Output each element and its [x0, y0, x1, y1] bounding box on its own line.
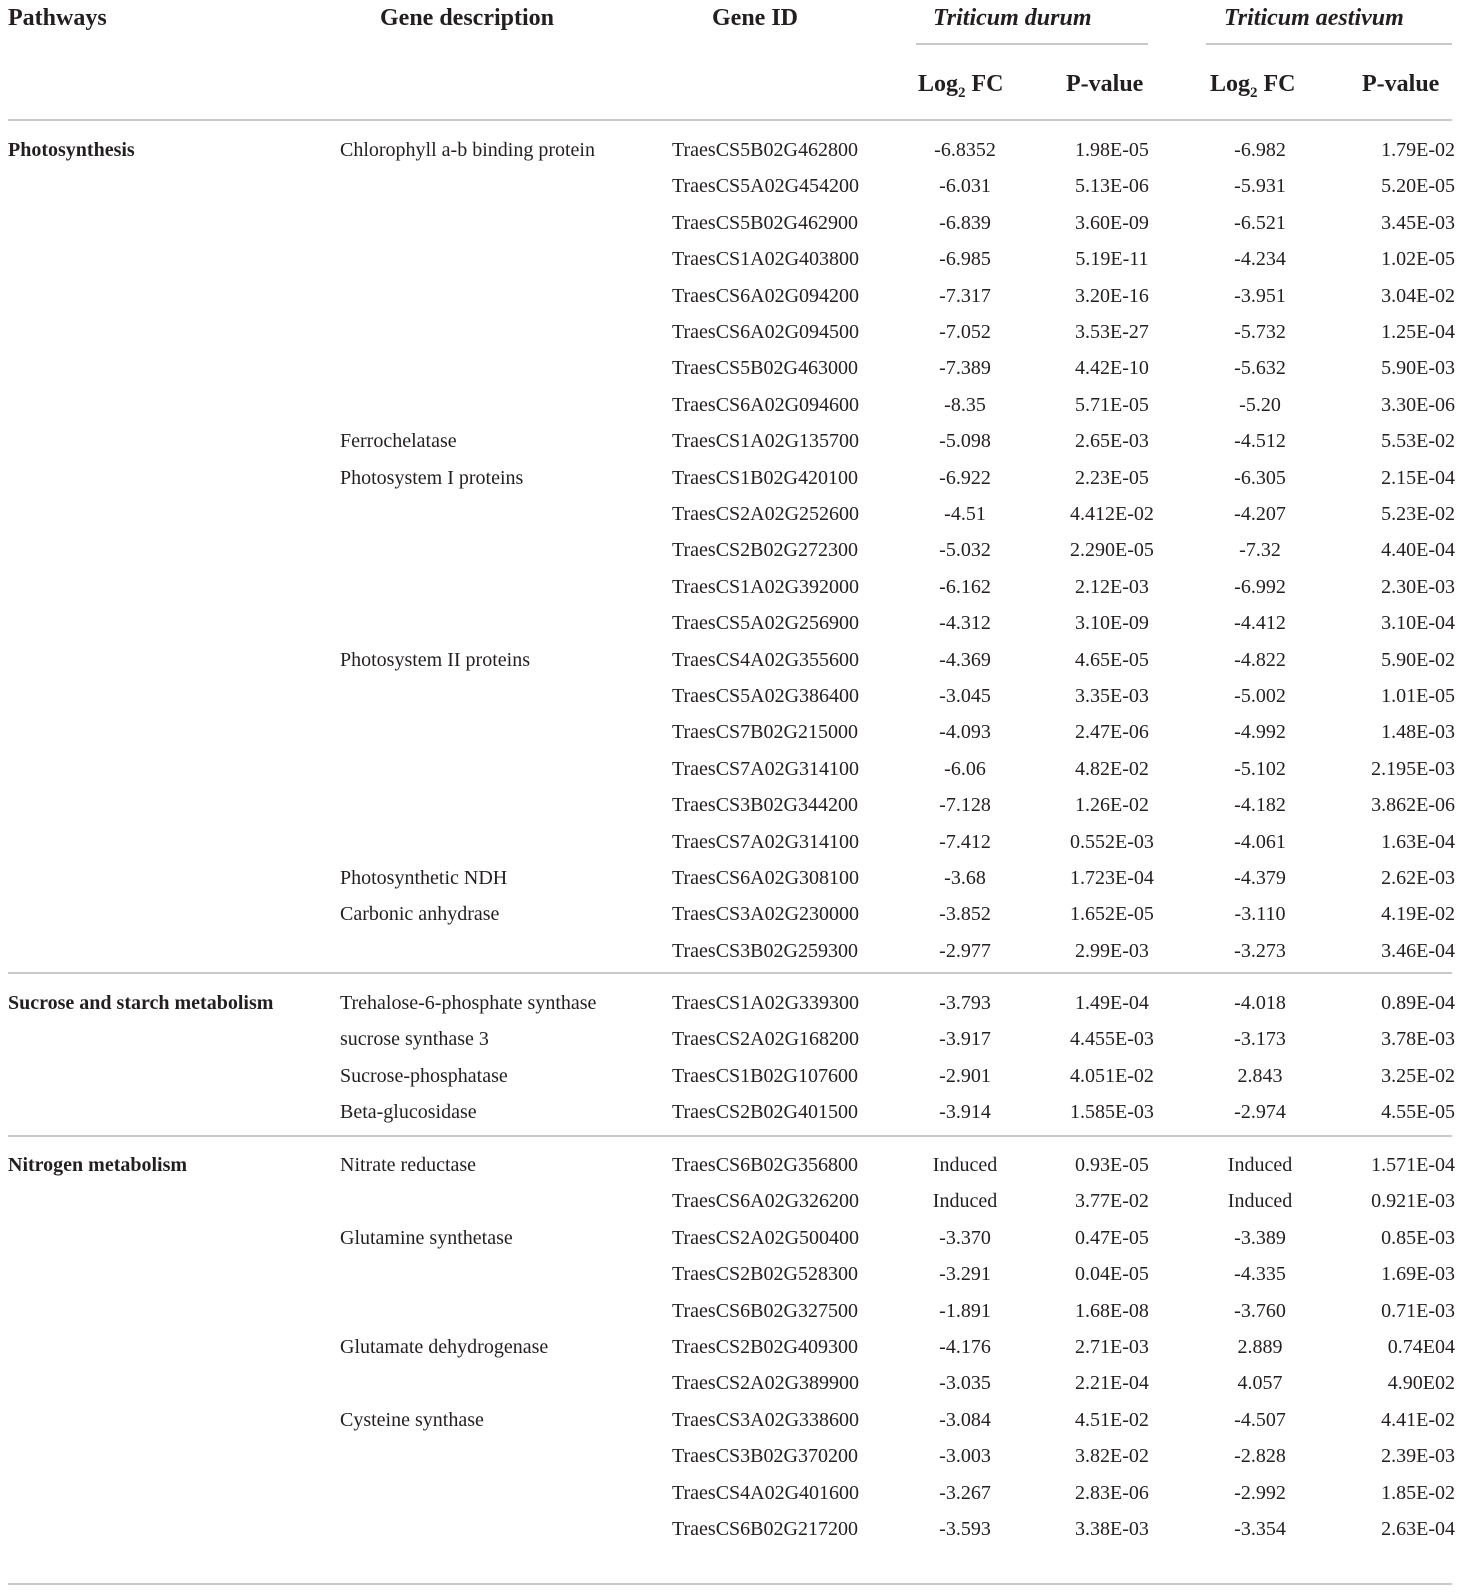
table-row — [0, 241, 1460, 277]
aestivum-pvalue-cell: 4.19E-02 — [1381, 903, 1455, 926]
gene-id-cell: TraesCS3A02G230000 — [672, 903, 860, 926]
aestivum-log2fc-cell: -2.974 — [1234, 1101, 1286, 1124]
aestivum-pvalue-cell: 3.04E-02 — [1381, 284, 1455, 307]
aestivum-log2fc-cell: -4.992 — [1234, 721, 1286, 744]
durum-log2fc-cell: -6.839 — [939, 211, 991, 234]
gene-id-cell: TraesCS6A02G308100 — [672, 867, 860, 889]
aestivum-log2fc-cell: -7.32 — [1239, 539, 1281, 562]
aestivum-pvalue-cell: 5.53E-02 — [1381, 430, 1455, 453]
aestivum-log2fc-cell: -5.102 — [1234, 757, 1286, 780]
gene-id-cell: TraesCS1A02G403800 — [672, 248, 860, 271]
durum-log2fc-cell: -3.852 — [939, 903, 991, 926]
durum-log2fc-cell: -3.793 — [939, 992, 991, 1014]
aestivum-log2fc-cell: -4.507 — [1234, 1408, 1286, 1431]
aestivum-log2fc-cell: -3.354 — [1234, 1518, 1286, 1540]
durum-log2fc-cell: -6.985 — [939, 248, 991, 271]
gene-description-cell: Photosystem I proteins — [340, 466, 524, 489]
durum-pvalue-cell: 1.652E-05 — [1070, 903, 1154, 926]
aestivum-log2fc-cell: -4.335 — [1234, 1263, 1286, 1286]
gene-description-cell: Trehalose-6-phosphate synthase — [340, 992, 597, 1014]
pathway-cell: Photosynthesis — [8, 139, 135, 161]
gene-id-cell: TraesCS2A02G168200 — [672, 1028, 860, 1051]
gene-description-cell: Photosynthetic NDH — [340, 867, 508, 889]
durum-log2fc-cell: -3.370 — [939, 1226, 991, 1249]
gene-id-cell: TraesCS5B02G462800 — [672, 139, 858, 161]
table-row — [0, 1329, 1460, 1365]
gene-id-cell: TraesCS1B02G107600 — [672, 1064, 858, 1087]
durum-log2fc-cell: -2.977 — [939, 939, 991, 962]
table-row — [0, 1183, 1460, 1219]
aestivum-log2fc-cell: 2.889 — [1237, 1336, 1283, 1358]
durum-log2fc-cell: -6.06 — [944, 757, 986, 780]
table-row — [0, 1438, 1460, 1474]
durum-pvalue-cell: 3.10E-09 — [1075, 612, 1149, 635]
durum-pvalue-cell: 4.455E-03 — [1070, 1028, 1154, 1051]
aestivum-log2fc-cell: -4.412 — [1234, 612, 1286, 635]
gene-id-cell: TraesCS3B02G259300 — [672, 939, 858, 962]
gene-id-cell: TraesCS5A02G386400 — [672, 685, 860, 707]
durum-log2fc-cell: -2.901 — [939, 1064, 991, 1087]
aestivum-pvalue-cell: 2.62E-03 — [1381, 867, 1455, 889]
durum-pvalue-cell: 0.47E-05 — [1075, 1226, 1149, 1249]
gene-id-cell: TraesCS5A02G454200 — [672, 175, 860, 198]
durum-pvalue-cell: 0.552E-03 — [1070, 830, 1154, 853]
durum-pvalue-cell: 2.47E-06 — [1075, 721, 1149, 744]
table-row — [0, 678, 1460, 714]
durum-log2fc-cell: -3.267 — [939, 1481, 991, 1504]
aestivum-pvalue-cell: 3.78E-03 — [1381, 1028, 1455, 1051]
table-row — [0, 278, 1460, 314]
durum-pvalue-cell: 1.98E-05 — [1075, 139, 1149, 161]
durum-log2fc-cell: -3.917 — [939, 1028, 991, 1051]
durum-log2fc-cell: -3.045 — [939, 685, 991, 707]
gene-id-cell: TraesCS6B02G327500 — [672, 1299, 858, 1322]
header-pvalue-aestivum: P-value — [1362, 71, 1440, 97]
table-row — [0, 1058, 1460, 1094]
aestivum-pvalue-cell: 1.25E-04 — [1381, 321, 1455, 343]
table-row — [0, 314, 1460, 350]
durum-log2fc-cell: Induced — [932, 1154, 998, 1176]
table-row — [0, 1256, 1460, 1292]
gene-id-cell: TraesCS7A02G314100 — [672, 830, 860, 853]
table-row — [0, 787, 1460, 823]
durum-pvalue-cell: 2.21E-04 — [1075, 1372, 1149, 1395]
durum-pvalue-cell: 3.82E-02 — [1075, 1445, 1149, 1468]
aestivum-pvalue-cell: 1.01E-05 — [1381, 685, 1455, 707]
durum-pvalue-cell: 3.35E-03 — [1075, 685, 1149, 707]
gene-id-cell: TraesCS2B02G528300 — [672, 1263, 858, 1286]
gene-id-cell: TraesCS5A02G256900 — [672, 612, 860, 635]
gene-id-cell: TraesCS5B02G462900 — [672, 211, 858, 234]
header-log2fc-durum: Log$_2$ FC — [918, 71, 1004, 101]
gene-description-cell: Cysteine synthase — [340, 1408, 484, 1431]
aestivum-log2fc-cell: -4.207 — [1234, 503, 1286, 525]
aestivum-log2fc-cell: 2.843 — [1237, 1064, 1283, 1087]
gene-description-cell: sucrose synthase 3 — [340, 1028, 489, 1051]
durum-log2fc-cell: -7.317 — [939, 284, 991, 307]
durum-log2fc-cell: -4.51 — [944, 503, 986, 525]
group-divider — [8, 972, 1452, 974]
group-divider — [8, 1135, 1452, 1137]
table-row — [0, 496, 1460, 532]
gene-description-cell: Chlorophyll a-b binding protein — [340, 139, 595, 161]
gene-description-cell: Nitrate reductase — [340, 1154, 477, 1176]
table-row — [0, 1021, 1460, 1057]
pathway-cell: Nitrogen metabolism — [8, 1154, 188, 1176]
gene-id-cell: TraesCS2A02G252600 — [672, 503, 860, 525]
gene-id-cell: TraesCS2A02G389900 — [672, 1372, 860, 1395]
aestivum-log2fc-cell: -4.512 — [1234, 430, 1286, 453]
table-row — [0, 642, 1460, 678]
aestivum-log2fc-cell: -2.828 — [1234, 1445, 1286, 1468]
aestivum-log2fc-cell: -6.305 — [1234, 466, 1286, 489]
durum-pvalue-cell: 2.83E-06 — [1075, 1481, 1149, 1504]
aestivum-pvalue-cell: 1.79E-02 — [1381, 139, 1455, 161]
aestivum-pvalue-cell: 5.90E-02 — [1381, 648, 1455, 671]
durum-pvalue-cell: 4.82E-02 — [1075, 757, 1149, 780]
gene-id-cell: TraesCS1A02G135700 — [672, 430, 860, 453]
gene-id-cell: TraesCS7A02G314100 — [672, 757, 860, 780]
gene-id-cell: TraesCS5B02G463000 — [672, 357, 858, 380]
durum-log2fc-cell: -4.312 — [939, 612, 991, 635]
table-row — [0, 1293, 1460, 1329]
pathway-cell: Sucrose and starch metabolism — [8, 992, 274, 1014]
table-row — [0, 532, 1460, 568]
durum-log2fc-cell: -3.084 — [939, 1408, 991, 1431]
header-bottom-rule — [8, 119, 1452, 121]
durum-log2fc-cell: -5.098 — [939, 430, 991, 453]
durum-pvalue-cell: 2.65E-03 — [1075, 430, 1149, 453]
aestivum-pvalue-cell: 0.921E-03 — [1371, 1190, 1455, 1213]
aestivum-log2fc-cell: -3.110 — [1234, 903, 1286, 926]
aestivum-log2fc-cell: -3.389 — [1234, 1226, 1286, 1249]
header-species-aestivum: Triticum aestivum — [1224, 5, 1404, 31]
gene-id-cell: TraesCS6B02G217200 — [672, 1518, 858, 1540]
aestivum-pvalue-cell: 3.30E-06 — [1381, 393, 1455, 416]
aestivum-log2fc-cell: -5.002 — [1234, 685, 1286, 707]
durum-log2fc-cell: -3.914 — [939, 1101, 991, 1124]
durum-log2fc-cell: -6.922 — [939, 466, 991, 489]
aestivum-pvalue-cell: 4.90E02 — [1387, 1372, 1455, 1395]
aestivum-log2fc-cell: -5.632 — [1234, 357, 1286, 380]
table-row — [0, 1220, 1460, 1256]
durum-pvalue-cell: 2.290E-05 — [1070, 539, 1154, 562]
table-row — [0, 1402, 1460, 1438]
aestivum-pvalue-cell: 0.85E-03 — [1381, 1226, 1455, 1249]
durum-log2fc-cell: -4.176 — [939, 1336, 991, 1358]
durum-pvalue-cell: 2.99E-03 — [1075, 939, 1149, 962]
aestivum-log2fc-cell: -2.992 — [1234, 1481, 1286, 1504]
aestivum-log2fc-cell: -3.951 — [1234, 284, 1286, 307]
aestivum-log2fc-cell: -3.273 — [1234, 939, 1286, 962]
table-row — [0, 896, 1460, 932]
durum-pvalue-cell: 4.51E-02 — [1075, 1408, 1149, 1431]
aestivum-pvalue-cell: 3.10E-04 — [1381, 612, 1455, 635]
aestivum-log2fc-cell: -3.760 — [1234, 1299, 1286, 1322]
durum-pvalue-cell: 3.38E-03 — [1075, 1518, 1149, 1540]
gene-id-cell: TraesCS2B02G401500 — [672, 1101, 858, 1124]
aestivum-pvalue-cell: 0.89E-04 — [1381, 992, 1455, 1014]
aestivum-log2fc-cell: -5.732 — [1234, 321, 1286, 343]
aestivum-pvalue-cell: 2.195E-03 — [1371, 757, 1455, 780]
gene-id-cell: TraesCS3B02G344200 — [672, 794, 858, 817]
aestivum-log2fc-cell: Induced — [1227, 1190, 1293, 1213]
durum-log2fc-cell: -8.35 — [944, 393, 986, 416]
gene-description-cell: Ferrochelatase — [340, 430, 457, 453]
header-gene-description: Gene description — [380, 5, 554, 31]
durum-pvalue-cell: 4.42E-10 — [1075, 357, 1149, 380]
durum-pvalue-cell: 3.60E-09 — [1075, 211, 1149, 234]
gene-id-cell: TraesCS7B02G215000 — [672, 721, 858, 744]
durum-pvalue-cell: 3.77E-02 — [1075, 1190, 1149, 1213]
durum-log2fc-cell: -7.389 — [939, 357, 991, 380]
durum-pvalue-cell: 3.53E-27 — [1075, 321, 1149, 343]
durum-pvalue-cell: 4.412E-02 — [1070, 503, 1154, 525]
table-row — [0, 860, 1460, 896]
aestivum-pvalue-cell: 1.69E-03 — [1381, 1263, 1455, 1286]
durum-log2fc-cell: -3.035 — [939, 1372, 991, 1395]
table-row — [0, 1147, 1460, 1183]
table-row — [0, 1511, 1460, 1547]
aestivum-log2fc-cell: -4.061 — [1234, 830, 1286, 853]
table-row — [0, 132, 1460, 168]
durum-pvalue-cell: 1.723E-04 — [1070, 867, 1154, 889]
header-log2fc-aestivum: Log$_2$ FC — [1210, 71, 1296, 101]
durum-pvalue-cell: 5.13E-06 — [1075, 175, 1149, 198]
table-row — [0, 1365, 1460, 1401]
aestivum-pvalue-cell: 5.20E-05 — [1381, 175, 1455, 198]
header-pathways: Pathways — [8, 5, 107, 31]
table-row — [0, 460, 1460, 496]
durum-log2fc-cell: -4.369 — [939, 648, 991, 671]
gene-id-cell: TraesCS2A02G500400 — [672, 1226, 860, 1249]
durum-pvalue-cell: 2.12E-03 — [1075, 575, 1149, 598]
aestivum-pvalue-cell: 0.74E04 — [1387, 1336, 1455, 1358]
aestivum-pvalue-cell: 4.40E-04 — [1381, 539, 1455, 562]
aestivum-pvalue-cell: 1.48E-03 — [1381, 721, 1455, 744]
aestivum-log2fc-cell: -4.822 — [1234, 648, 1286, 671]
aestivum-pvalue-cell: 1.63E-04 — [1381, 830, 1455, 853]
aestivum-log2fc-cell: -4.234 — [1234, 248, 1286, 271]
header-gene-id: Gene ID — [712, 5, 798, 31]
durum-pvalue-cell: 5.19E-11 — [1075, 248, 1149, 271]
gene-id-cell: TraesCS4A02G355600 — [672, 648, 860, 671]
durum-pvalue-cell: 4.65E-05 — [1075, 648, 1149, 671]
header-species-durum: Triticum durum — [933, 5, 1092, 31]
aestivum-pvalue-cell: 2.15E-04 — [1381, 466, 1455, 489]
aestivum-log2fc-cell: -4.379 — [1234, 867, 1286, 889]
aestivum-pvalue-cell: 2.30E-03 — [1381, 575, 1455, 598]
durum-log2fc-cell: -7.412 — [939, 830, 991, 853]
aestivum-log2fc-cell: -4.182 — [1234, 794, 1286, 817]
table-row — [0, 569, 1460, 605]
gene-id-cell: TraesCS6B02G356800 — [672, 1154, 858, 1176]
aestivum-log2fc-cell: -6.521 — [1234, 211, 1286, 234]
aestivum-log2fc-cell: -5.931 — [1234, 175, 1286, 198]
gene-id-cell: TraesCS1A02G339300 — [672, 992, 860, 1014]
durum-log2fc-cell: -7.128 — [939, 794, 991, 817]
durum-log2fc-cell: Induced — [932, 1190, 998, 1213]
gene-description-cell: Beta-glucosidase — [340, 1101, 477, 1124]
table-row — [0, 824, 1460, 860]
table-row — [0, 933, 1460, 969]
durum-pvalue-cell: 2.23E-05 — [1075, 466, 1149, 489]
aestivum-pvalue-cell: 5.90E-03 — [1381, 357, 1455, 380]
table-row — [0, 605, 1460, 641]
durum-log2fc-cell: -3.003 — [939, 1445, 991, 1468]
aestivum-pvalue-cell: 1.02E-05 — [1381, 248, 1455, 271]
aestivum-pvalue-cell: 1.571E-04 — [1371, 1154, 1455, 1176]
group-divider — [8, 1583, 1452, 1585]
durum-pvalue-cell: 0.93E-05 — [1075, 1154, 1149, 1176]
aestivum-log2fc-cell: -3.173 — [1234, 1028, 1286, 1051]
table-row — [0, 168, 1460, 204]
gene-id-cell: TraesCS6A02G094600 — [672, 393, 860, 416]
header-pvalue-durum: P-value — [1066, 71, 1144, 97]
gene-description-cell: Glutamine synthetase — [340, 1226, 513, 1249]
gene-description-cell: Sucrose-phosphatase — [340, 1064, 508, 1087]
table-row — [0, 714, 1460, 750]
durum-log2fc-cell: -3.68 — [944, 867, 986, 889]
durum-log2fc-cell: -3.291 — [939, 1263, 991, 1286]
durum-pvalue-cell: 1.585E-03 — [1070, 1101, 1154, 1124]
gene-id-cell: TraesCS3A02G338600 — [672, 1408, 860, 1431]
gene-id-cell: TraesCS4A02G401600 — [672, 1481, 860, 1504]
durum-pvalue-cell: 1.49E-04 — [1075, 992, 1149, 1014]
table-row — [0, 1475, 1460, 1511]
durum-pvalue-cell: 1.26E-02 — [1075, 794, 1149, 817]
aestivum-pvalue-cell: 3.46E-04 — [1381, 939, 1455, 962]
table-row — [0, 985, 1460, 1021]
table-row — [0, 387, 1460, 423]
aestivum-log2fc-cell: -5.20 — [1239, 393, 1281, 416]
aestivum-span-rule — [1206, 43, 1452, 45]
aestivum-log2fc-cell: -6.992 — [1234, 575, 1286, 598]
aestivum-pvalue-cell: 4.55E-05 — [1381, 1101, 1455, 1124]
durum-pvalue-cell: 1.68E-08 — [1075, 1299, 1149, 1322]
durum-log2fc-cell: -4.093 — [939, 721, 991, 744]
aestivum-log2fc-cell: 4.057 — [1237, 1372, 1283, 1395]
aestivum-pvalue-cell: 2.63E-04 — [1381, 1518, 1455, 1540]
aestivum-log2fc-cell: Induced — [1227, 1154, 1293, 1176]
durum-log2fc-cell: -7.052 — [939, 321, 991, 343]
aestivum-pvalue-cell: 4.41E-02 — [1381, 1408, 1455, 1431]
gene-id-cell: TraesCS2B02G272300 — [672, 539, 858, 562]
gene-id-cell: TraesCS1A02G392000 — [672, 575, 860, 598]
gene-id-cell: TraesCS6A02G094200 — [672, 284, 860, 307]
table-row — [0, 205, 1460, 241]
table-row — [0, 350, 1460, 386]
aestivum-pvalue-cell: 3.45E-03 — [1381, 211, 1455, 234]
durum-pvalue-cell: 3.20E-16 — [1075, 284, 1149, 307]
gene-id-cell: TraesCS6A02G326200 — [672, 1190, 860, 1213]
durum-log2fc-cell: -6.031 — [939, 175, 991, 198]
table-row — [0, 423, 1460, 459]
durum-log2fc-cell: -3.593 — [939, 1518, 991, 1540]
durum-log2fc-cell: -6.162 — [939, 575, 991, 598]
gene-id-cell: TraesCS2B02G409300 — [672, 1336, 858, 1358]
aestivum-log2fc-cell: -4.018 — [1234, 992, 1286, 1014]
durum-log2fc-cell: -6.8352 — [934, 139, 996, 161]
durum-log2fc-cell: -5.032 — [939, 539, 991, 562]
durum-pvalue-cell: 4.051E-02 — [1070, 1064, 1154, 1087]
durum-log2fc-cell: -1.891 — [939, 1299, 991, 1322]
gene-description-cell: Carbonic anhydrase — [340, 903, 500, 926]
durum-span-rule — [916, 43, 1148, 45]
gene-id-cell: TraesCS1B02G420100 — [672, 466, 858, 489]
aestivum-pvalue-cell: 3.862E-06 — [1371, 794, 1455, 817]
aestivum-pvalue-cell: 1.85E-02 — [1381, 1481, 1455, 1504]
table-row — [0, 1094, 1460, 1130]
gene-id-cell: TraesCS6A02G094500 — [672, 321, 860, 343]
aestivum-log2fc-cell: -6.982 — [1234, 139, 1286, 161]
gene-description-cell: Photosystem II proteins — [340, 648, 530, 671]
aestivum-pvalue-cell: 5.23E-02 — [1381, 503, 1455, 525]
durum-pvalue-cell: 2.71E-03 — [1075, 1336, 1149, 1358]
aestivum-pvalue-cell: 2.39E-03 — [1381, 1445, 1455, 1468]
durum-pvalue-cell: 5.71E-05 — [1075, 393, 1149, 416]
durum-pvalue-cell: 0.04E-05 — [1075, 1263, 1149, 1286]
gene-description-cell: Glutamate dehydrogenase — [340, 1336, 549, 1358]
gene-id-cell: TraesCS3B02G370200 — [672, 1445, 858, 1468]
aestivum-pvalue-cell: 3.25E-02 — [1381, 1064, 1455, 1087]
aestivum-pvalue-cell: 0.71E-03 — [1381, 1299, 1455, 1322]
table-row — [0, 751, 1460, 787]
